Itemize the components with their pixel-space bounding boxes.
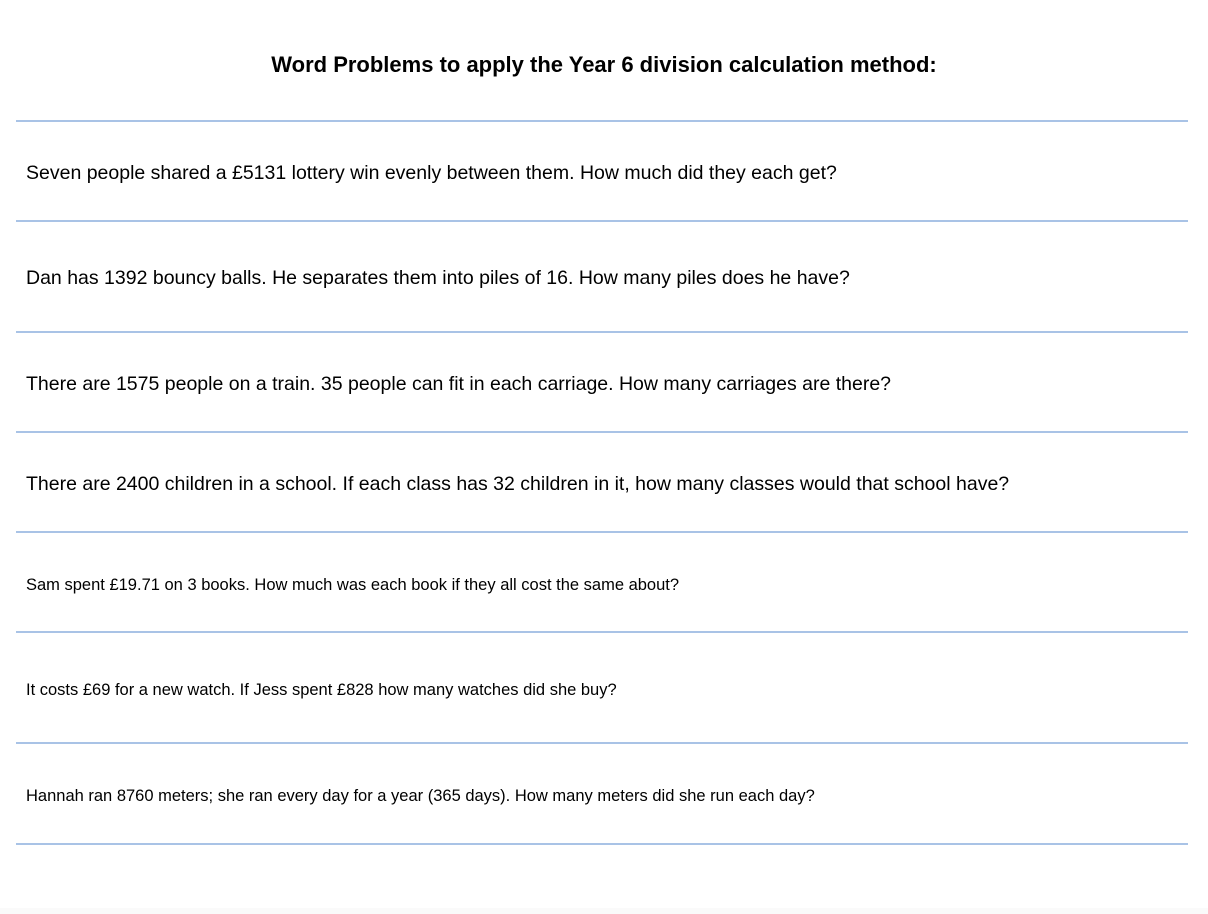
question-5: Sam spent £19.71 on 3 books. How much was each book if they all cost the same about? xyxy=(26,576,680,594)
answer-line-divider xyxy=(16,120,1188,122)
question-2: Dan has 1392 bouncy balls. He separates them into piles of 16. How many piles does he have? xyxy=(26,267,850,289)
page-title: Word Problems to apply the Year 6 division calculation method: xyxy=(271,52,937,77)
answer-line-divider xyxy=(16,220,1188,222)
answer-line-divider xyxy=(16,531,1188,533)
answer-line-divider xyxy=(16,742,1188,744)
question-1: Seven people shared a £5131 lottery win evenly between them. How much did they each get? xyxy=(26,162,837,184)
question-3: There are 1575 people on a train. 35 people can fit in each carriage. How many carriages are there? xyxy=(26,373,892,395)
answer-line-divider xyxy=(16,843,1188,845)
page-bottom-edge xyxy=(0,908,1208,914)
question-4: There are 2400 children in a school. If each class has 32 children in it, how many classes would that school have? xyxy=(26,473,1010,495)
answer-line-divider xyxy=(16,631,1188,633)
answer-line-divider xyxy=(16,431,1188,433)
answer-line-divider xyxy=(16,331,1188,333)
question-6: It costs £69 for a new watch. If Jess spent £828 how many watches did she buy? xyxy=(26,681,617,699)
question-7: Hannah ran 8760 meters; she ran every day for a year (365 days). How many meters did she run each day? xyxy=(26,787,815,805)
